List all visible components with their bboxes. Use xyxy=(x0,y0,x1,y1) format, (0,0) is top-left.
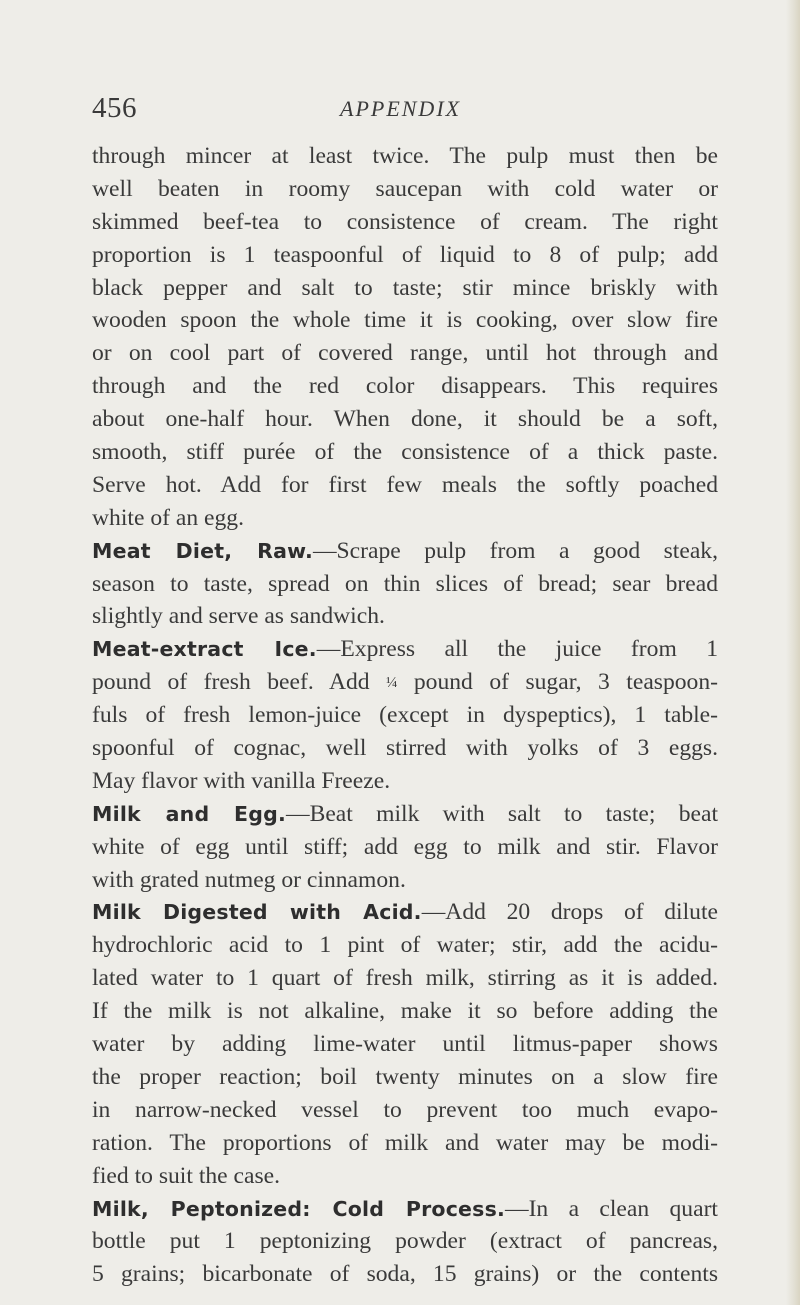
text-line xyxy=(92,370,718,403)
line-text: May flavor with vanilla Freeze. xyxy=(92,767,391,794)
recipe-title: Meat-extract Ice. xyxy=(92,637,317,662)
text-line xyxy=(92,995,718,1028)
line-text: season to taste, spread on thin slices of bread; sear bread xyxy=(92,570,718,597)
line-text: the proper reaction; boil twenty minutes on a slow fire xyxy=(92,1063,718,1090)
line-text: —Scrape pulp from a good steak, xyxy=(312,537,718,564)
line-text: Serve hot. Add for first few meals the softly poached xyxy=(92,471,718,498)
line-text: or on cool part of covered range, until hot through and xyxy=(92,340,718,367)
text-line xyxy=(92,732,718,765)
line-text: hydrochloric acid to 1 pint of water; stir, add the acidu- xyxy=(92,932,718,959)
text-line xyxy=(92,962,718,995)
text-line xyxy=(92,831,718,864)
line-text: in narrow-necked vessel to prevent too much evapo- xyxy=(92,1096,718,1123)
line-text: pound of sugar, 3 teaspoon- xyxy=(413,669,719,696)
line-text: wooden spoon the whole time it is cooking, over slow fire xyxy=(92,307,718,334)
text-line xyxy=(92,206,718,239)
recipe-heading-line xyxy=(92,633,718,666)
line-text: fuls of fresh lemon-juice (except in dyspeptics), 1 table- xyxy=(92,702,718,729)
text-line xyxy=(92,173,718,206)
text-line xyxy=(92,239,718,272)
line-text: water by adding lime-water until litmus-paper shows xyxy=(92,1031,718,1058)
line-text: white of egg until stiff; add egg to milk and stir. Flavor xyxy=(92,833,718,860)
text-line xyxy=(92,699,718,732)
text-line xyxy=(92,600,718,633)
text-line xyxy=(92,864,718,897)
text-line xyxy=(92,1160,718,1193)
text-line xyxy=(92,666,718,699)
text-line xyxy=(92,502,718,535)
text-line xyxy=(92,337,718,370)
recipe-title: Meat Diet, Raw. xyxy=(92,538,313,563)
line-text: with grated nutmeg or cinnamon. xyxy=(92,866,406,893)
text-line xyxy=(92,1094,718,1127)
line-text: smooth, stiff purée of the consistence of a thick paste. xyxy=(92,439,718,466)
line-text: lated water to 1 quart of fresh milk, stirring as it is added. xyxy=(92,965,718,992)
line-text: fied to suit the case. xyxy=(92,1162,281,1189)
line-text: spoonful of cognac, well stirred with yolks of 3 eggs. xyxy=(92,735,718,762)
line-text: black pepper and salt to taste; stir mince briskly with xyxy=(92,274,718,301)
line-text: ration. The proportions of milk and water may be modi- xyxy=(92,1129,718,1156)
running-head: APPENDIX xyxy=(340,96,462,121)
text-line xyxy=(92,1028,718,1061)
line-text: If the milk is not alkaline, make it so before adding the xyxy=(92,998,718,1025)
text-line xyxy=(92,1061,718,1094)
line-text: about one-half hour. When done, it should be a soft, xyxy=(92,406,718,433)
recipe-title: Milk, Peptonized: Cold Process. xyxy=(92,1196,505,1221)
fraction: ¼ xyxy=(386,675,398,692)
line-text: through mincer at least twice. The pulp must then be xyxy=(92,143,718,169)
page-header xyxy=(92,92,712,132)
text-line xyxy=(92,272,718,305)
text-line xyxy=(92,765,718,798)
line-text: —Add 20 drops of dilute xyxy=(421,899,718,926)
line-text: —In a clean quart xyxy=(504,1195,718,1222)
text-line xyxy=(92,469,718,502)
recipe-heading-line xyxy=(92,896,718,929)
page-number: 456 xyxy=(92,92,137,124)
recipe-title: Milk Digested with Acid. xyxy=(92,900,422,925)
line-text: —Beat milk with salt to taste; beat xyxy=(286,800,718,827)
line-text: well beaten in roomy saucepan with cold water or xyxy=(92,175,718,202)
line-text: proportion is 1 teaspoonful of liquid to 8 of pulp; add xyxy=(92,241,718,268)
text-line xyxy=(92,436,718,469)
line-text: —Express all the juice from 1 xyxy=(316,636,718,663)
line-text: slightly and serve as sandwich. xyxy=(92,603,385,630)
text-line xyxy=(92,568,718,601)
recipe-title: Milk and Egg. xyxy=(92,801,286,826)
recipe-heading-line xyxy=(92,535,718,568)
text-line xyxy=(92,304,718,337)
body-text xyxy=(92,140,718,1291)
text-line xyxy=(92,403,718,436)
line-text: bottle put 1 peptonizing powder (extract of pancreas, xyxy=(92,1228,718,1255)
line-text: skimmed beef-tea to consistence of cream. The right xyxy=(92,208,718,235)
page-edge-shadow xyxy=(786,0,800,1305)
text-line xyxy=(92,1258,718,1291)
line-text: through and the red color disappears. This requires xyxy=(92,373,718,400)
line-text: pound of fresh beef. Add xyxy=(92,669,370,696)
recipe-heading-line xyxy=(92,798,718,831)
line-text: 5 grains; bicarbonate of soda, 15 grains) or the contents xyxy=(92,1261,718,1288)
text-line xyxy=(92,1225,718,1258)
line-text: white of an egg. xyxy=(92,504,244,531)
text-line xyxy=(92,140,718,173)
text-line xyxy=(92,929,718,962)
text-line xyxy=(92,1127,718,1160)
recipe-heading-line xyxy=(92,1193,718,1226)
